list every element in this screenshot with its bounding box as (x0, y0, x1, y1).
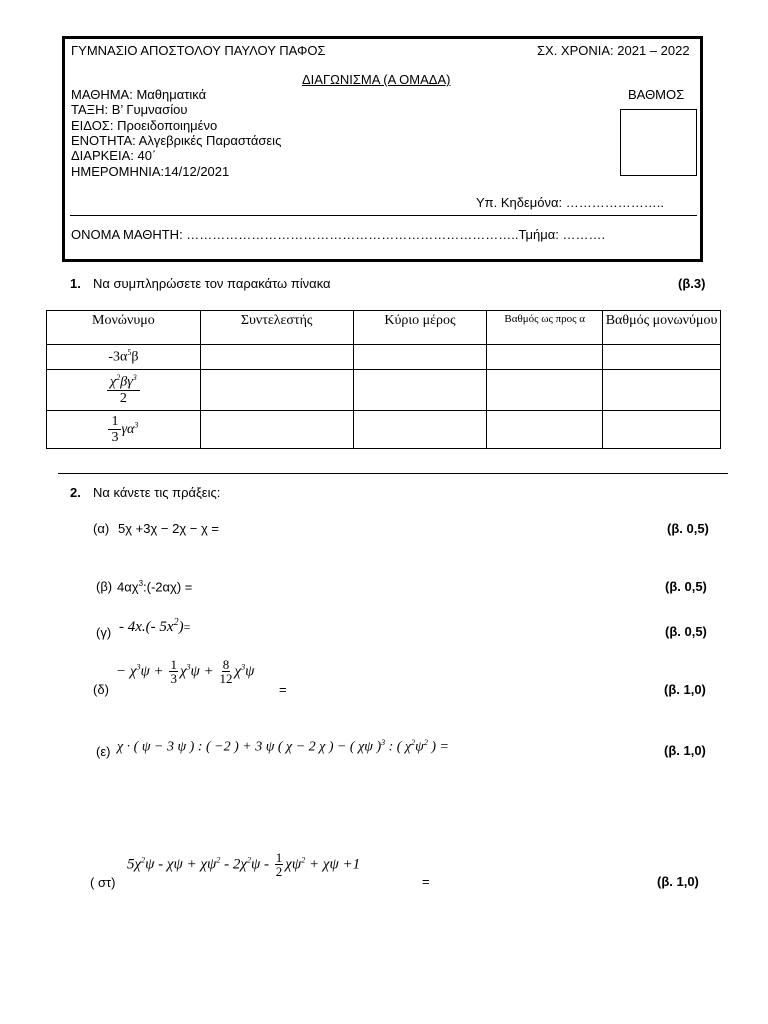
school-name: ΓΥΜΝΑΣΙΟ ΑΠΟΣΤΟΛΟΥ ΠΑΥΛΟΥ ΠΑΦΟΣ (71, 43, 326, 58)
q2e-label: (ε) (96, 744, 111, 759)
section-divider (58, 473, 728, 474)
q2b-label: (β) (96, 579, 113, 594)
q2-text: Να κάνετε τις πράξεις: (93, 485, 221, 500)
coefficient-cell[interactable] (200, 345, 353, 370)
student-name-line: ΟΝΟΜΑ ΜΑΘΗΤΗ: …………………………………………………………………..Τμήμα: ………. (71, 227, 606, 242)
q2e-points: (β. 1,0) (664, 743, 706, 758)
col-degree-a: Βαθμός ως προς α (487, 311, 603, 345)
q2c-expression: - 4x.(- $5x^2)=$ (119, 617, 191, 635)
q2f-label: ( στ) (90, 875, 116, 890)
q2f-points: (β. 1,0) (657, 874, 699, 889)
exam-type: ΕΙΔΟΣ: Προειδοποιημένο (71, 118, 218, 133)
q2c-label: (γ) (96, 625, 112, 640)
table-row (47, 411, 721, 449)
exam-title: ΔΙΑΓΩΝΙΣΜΑ (Α ΟΜΑΔΑ) (302, 72, 451, 87)
monomial-cell: $-3\alpha^5\beta$ (47, 345, 201, 370)
class-level: ΤΑΞΗ: Β’ Γυμνασίου (71, 102, 188, 117)
monomial-cell: $\frac{1}{3}$ $\gamma\alpha^3$ (47, 411, 201, 449)
grade-box[interactable] (620, 109, 697, 176)
col-degree-monomial: Βαθμός μονωνύμου (603, 311, 721, 345)
unit: ΕΝΟΤΗΤΑ: Αλγεβρικές Παραστάσεις (71, 133, 282, 148)
q2f-expression: $5\chi^2\psi - \chi\psi + \chi\psi^2 - 2\chi^2\psi$ - $\frac{1}{2}$ $\chi\psi^2 + \chi\psi +1$ (127, 850, 361, 879)
monomial-cell (47, 370, 201, 411)
degree-a-cell[interactable] (487, 370, 603, 411)
degree-a-cell[interactable] (487, 345, 603, 370)
q2e-expression: χ · ( ψ − 3 ψ ) : ( −2 ) + 3 ψ ( χ − 2 χ ) − ( χψ )$^3$ : ( $\chi^2\psi^2$ ) = (117, 738, 449, 755)
col-monomial: Μονώνυμο (47, 311, 201, 345)
q2d-points: (β. 1,0) (664, 682, 706, 697)
degree-monomial-cell[interactable] (603, 411, 721, 449)
table-row (47, 345, 721, 370)
main-part-cell[interactable] (353, 345, 487, 370)
header-divider (70, 215, 697, 216)
duration: ΔΙΑΡΚΕΙΑ: 40΄ (71, 148, 157, 163)
q1-points: (β.3) (678, 276, 706, 291)
grade-label: ΒΑΘΜΟΣ (628, 87, 685, 102)
guardian-signature: Υπ. Κηδεμόνα: ………………….. (476, 195, 664, 210)
q1-text: Να συμπληρώσετε τον παρακάτω πίνακα (93, 276, 331, 291)
q2f-equals: = (422, 874, 430, 889)
table-row (47, 370, 721, 411)
q2d-equals: = (279, 682, 287, 697)
q2a-label: (α) (93, 521, 110, 536)
table-header-row (47, 311, 721, 345)
coefficient-cell[interactable] (200, 370, 353, 411)
q2d-label: (δ) (93, 682, 109, 697)
school-year: ΣΧ. ΧΡΟΝΙΑ: 2021 – 2022 (537, 43, 690, 58)
col-coefficient: Συντελεστής (200, 311, 353, 345)
q2b-expression: $4\alpha\chi^3:(-2\alpha\chi)$ = (117, 579, 193, 595)
coefficient-cell[interactable] (200, 411, 353, 449)
degree-monomial-cell[interactable] (603, 370, 721, 411)
q1-number: 1. (70, 276, 81, 291)
q2d-expression: − $\chi^3\psi$ + $\frac{1}{3}$ $\chi^3\psi$ + $\frac{8}{12}$ $\chi^3\psi$ (116, 657, 255, 686)
col-main-part: Κύριο μέρος (353, 311, 487, 345)
q2-number: 2. (70, 485, 81, 500)
q2a-expression: 5χ +3χ − 2χ − χ = (118, 521, 220, 536)
main-part-cell[interactable] (353, 411, 487, 449)
monomial-fraction: $\frac{\chi^2\beta\gamma^3}{2}$ (107, 374, 140, 406)
monomial-table (46, 310, 721, 449)
subject: ΜΑΘΗΜΑ: Μαθηματικά (71, 87, 207, 102)
monomial-fraction: $\frac{1}{3}$ (108, 414, 121, 446)
exam-date: ΗΜΕΡΟΜΗΝΙΑ:14/12/2021 (71, 164, 230, 179)
degree-monomial-cell[interactable] (603, 345, 721, 370)
q2c-points: (β. 0,5) (665, 624, 707, 639)
degree-a-cell[interactable] (487, 411, 603, 449)
main-part-cell[interactable] (353, 370, 487, 411)
q2b-points: (β. 0,5) (665, 579, 707, 594)
q2a-points: (β. 0,5) (667, 521, 709, 536)
